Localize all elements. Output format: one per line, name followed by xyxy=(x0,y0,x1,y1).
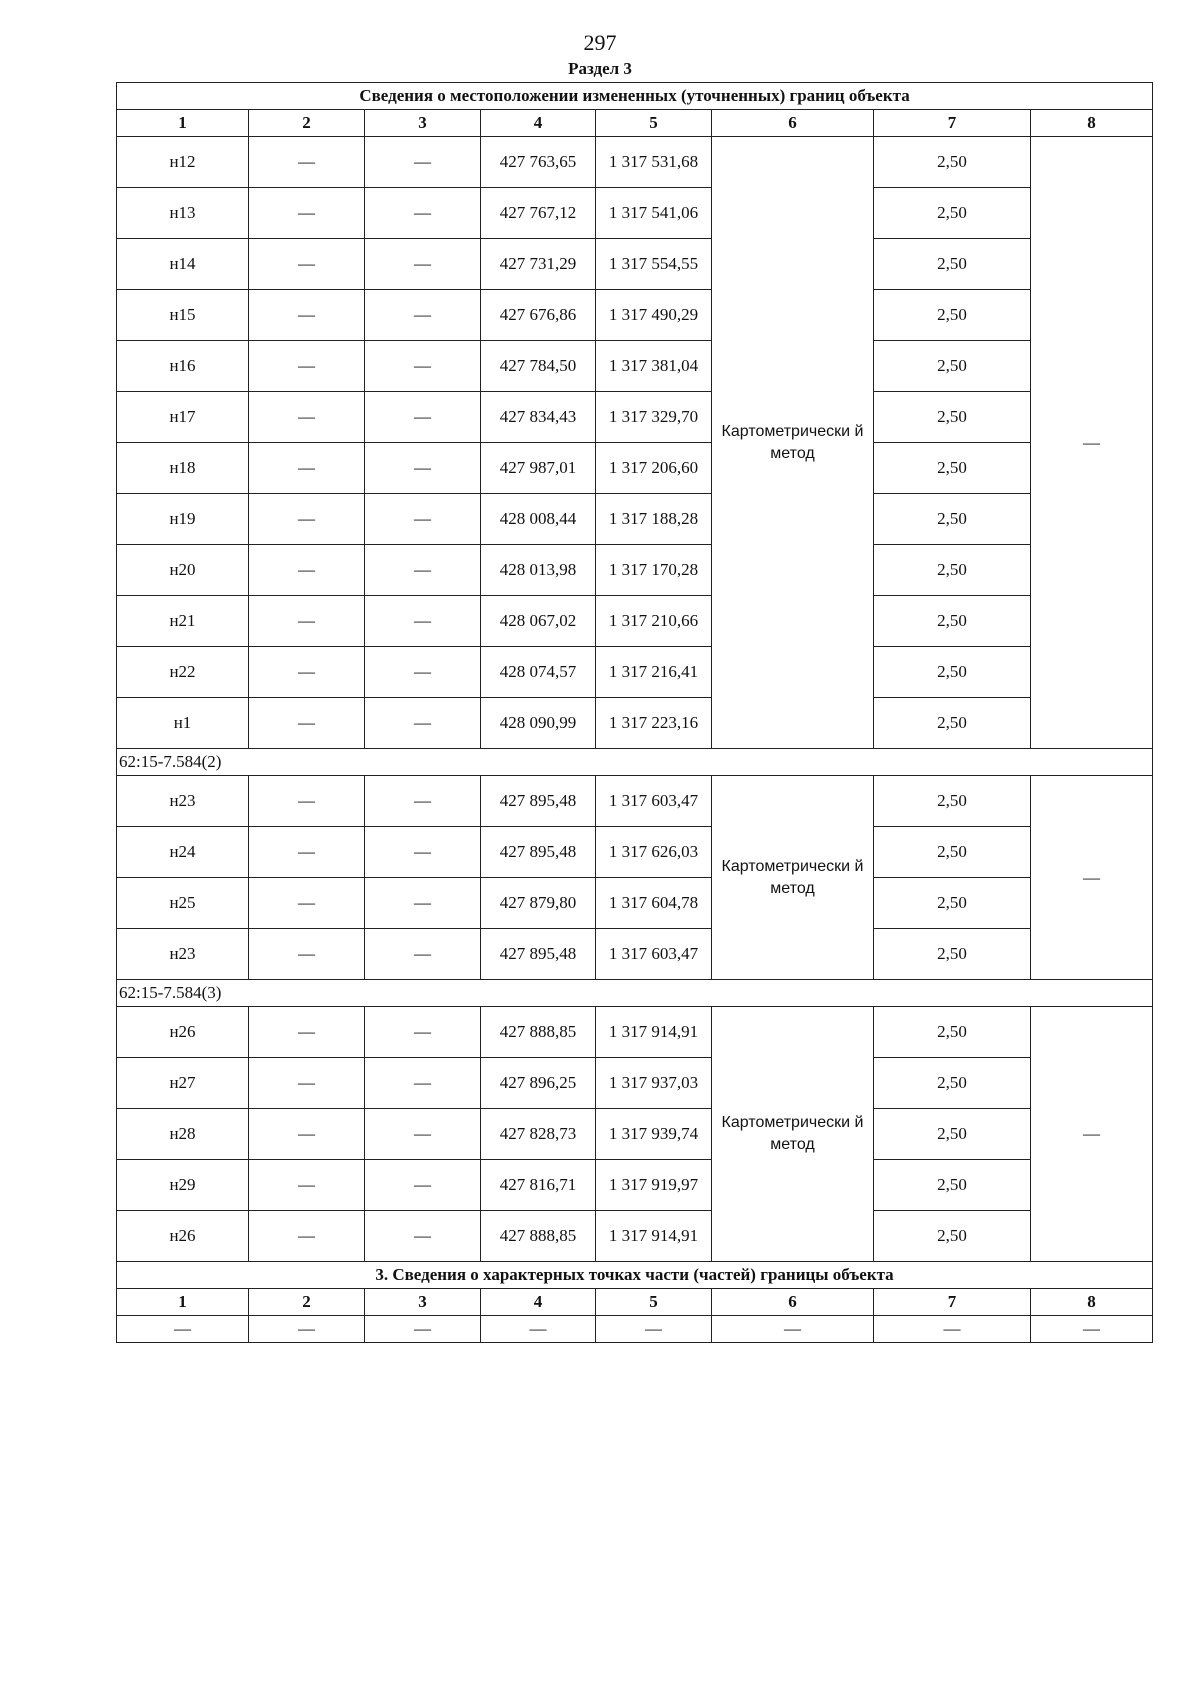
point-name: н15 xyxy=(117,290,249,341)
dash-cell: — xyxy=(365,1058,481,1109)
coord-x: 427 987,01 xyxy=(481,443,596,494)
coord-y: 1 317 210,66 xyxy=(596,596,712,647)
accuracy: 2,50 xyxy=(874,1109,1031,1160)
column-header: 7 xyxy=(874,110,1031,137)
accuracy: 2,50 xyxy=(874,443,1031,494)
dash-cell: — xyxy=(249,827,365,878)
table-row xyxy=(117,1007,1153,1058)
part-section-row xyxy=(117,1316,1153,1343)
point-name: н16 xyxy=(117,341,249,392)
point-name: н27 xyxy=(117,1058,249,1109)
accuracy: 2,50 xyxy=(874,137,1031,188)
dash-cell: — xyxy=(365,545,481,596)
dash-cell: — xyxy=(365,494,481,545)
dash-cell: — xyxy=(249,698,365,749)
dash-cell: — xyxy=(249,1007,365,1058)
column-header: 2 xyxy=(249,1289,365,1316)
table-row xyxy=(117,392,1153,443)
point-name: н18 xyxy=(117,443,249,494)
coord-x: 427 895,48 xyxy=(481,929,596,980)
dash-cell: — xyxy=(249,1058,365,1109)
coord-x: 427 731,29 xyxy=(481,239,596,290)
dash-cell: — xyxy=(365,1160,481,1211)
coord-x: 428 090,99 xyxy=(481,698,596,749)
point-name: н23 xyxy=(117,929,249,980)
coord-x: 427 834,43 xyxy=(481,392,596,443)
dash-cell: — xyxy=(365,596,481,647)
column-header: 4 xyxy=(481,110,596,137)
point-name: н1 xyxy=(117,698,249,749)
coord-x: 427 676,86 xyxy=(481,290,596,341)
boundary-table xyxy=(116,82,1153,1343)
point-name: н29 xyxy=(117,1160,249,1211)
column-header: 4 xyxy=(481,1289,596,1316)
table-row xyxy=(117,776,1153,827)
part-section-title: 3. Сведения о характерных точках части (частей) границы объекта xyxy=(117,1262,1153,1289)
dash-cell: — xyxy=(249,137,365,188)
coord-y: 1 317 603,47 xyxy=(596,929,712,980)
dash-cell: — xyxy=(249,494,365,545)
coord-y: 1 317 603,47 xyxy=(596,776,712,827)
dash-cell: — xyxy=(365,1109,481,1160)
dash-cell: — xyxy=(249,1211,365,1262)
point-name: н17 xyxy=(117,392,249,443)
dash-cell: — xyxy=(249,929,365,980)
table-row xyxy=(117,290,1153,341)
dash-cell: — xyxy=(249,341,365,392)
group-label: 62:15-7.584(3) xyxy=(117,980,1153,1007)
column-header: 8 xyxy=(1031,110,1153,137)
accuracy: 2,50 xyxy=(874,1211,1031,1262)
dash-cell: — xyxy=(249,290,365,341)
coord-x: 427 895,48 xyxy=(481,827,596,878)
table-row xyxy=(117,878,1153,929)
coord-x: 428 013,98 xyxy=(481,545,596,596)
table-title-row xyxy=(117,83,1153,110)
coord-x: 427 816,71 xyxy=(481,1160,596,1211)
accuracy: 2,50 xyxy=(874,1007,1031,1058)
column-header: 5 xyxy=(596,110,712,137)
column-header: 1 xyxy=(117,1289,249,1316)
table-row xyxy=(117,929,1153,980)
coord-y: 1 317 626,03 xyxy=(596,827,712,878)
coord-x: 428 008,44 xyxy=(481,494,596,545)
point-name: н20 xyxy=(117,545,249,596)
coord-x: 427 879,80 xyxy=(481,878,596,929)
coord-x: 427 896,25 xyxy=(481,1058,596,1109)
group-label-row xyxy=(117,980,1153,1007)
coord-y: 1 317 937,03 xyxy=(596,1058,712,1109)
accuracy: 2,50 xyxy=(874,341,1031,392)
column-header: 3 xyxy=(365,1289,481,1316)
coord-x: 428 067,02 xyxy=(481,596,596,647)
table-row xyxy=(117,1211,1153,1262)
coord-y: 1 317 914,91 xyxy=(596,1007,712,1058)
dash-cell: — xyxy=(365,239,481,290)
point-name: н28 xyxy=(117,1109,249,1160)
coord-x: 428 074,57 xyxy=(481,647,596,698)
point-name: н23 xyxy=(117,776,249,827)
dash-cell: — xyxy=(596,1316,712,1343)
accuracy: 2,50 xyxy=(874,929,1031,980)
coord-y: 1 317 216,41 xyxy=(596,647,712,698)
dash-cell: — xyxy=(249,1160,365,1211)
dash-cell: — xyxy=(365,290,481,341)
dash-cell: — xyxy=(365,341,481,392)
table-row xyxy=(117,1058,1153,1109)
column-header: 5 xyxy=(596,1289,712,1316)
dash-cell: — xyxy=(249,1109,365,1160)
column-header: 2 xyxy=(249,110,365,137)
coord-x: 427 888,85 xyxy=(481,1007,596,1058)
coord-y: 1 317 188,28 xyxy=(596,494,712,545)
accuracy: 2,50 xyxy=(874,392,1031,443)
group-label: 62:15-7.584(2) xyxy=(117,749,1153,776)
coord-y: 1 317 381,04 xyxy=(596,341,712,392)
accuracy: 2,50 xyxy=(874,290,1031,341)
dash-cell: — xyxy=(249,188,365,239)
dash-cell: — xyxy=(481,1316,596,1343)
dash-cell: — xyxy=(365,392,481,443)
table-row xyxy=(117,596,1153,647)
coord-y: 1 317 939,74 xyxy=(596,1109,712,1160)
coord-y: 1 317 490,29 xyxy=(596,290,712,341)
dash-cell: — xyxy=(249,647,365,698)
point-name: н19 xyxy=(117,494,249,545)
table-row xyxy=(117,545,1153,596)
table-row xyxy=(117,827,1153,878)
coord-y: 1 317 329,70 xyxy=(596,392,712,443)
accuracy: 2,50 xyxy=(874,647,1031,698)
accuracy: 2,50 xyxy=(874,188,1031,239)
dash-cell: — xyxy=(712,1316,874,1343)
coord-x: 427 888,85 xyxy=(481,1211,596,1262)
point-name: н14 xyxy=(117,239,249,290)
point-name: н25 xyxy=(117,878,249,929)
dash-cell: — xyxy=(249,392,365,443)
coord-y: 1 317 919,97 xyxy=(596,1160,712,1211)
point-name: н26 xyxy=(117,1007,249,1058)
dash-cell: — xyxy=(365,443,481,494)
page-number: 297 xyxy=(583,30,617,55)
accuracy: 2,50 xyxy=(874,698,1031,749)
dash-cell: — xyxy=(1031,137,1153,749)
dash-cell: — xyxy=(249,1316,365,1343)
accuracy: 2,50 xyxy=(874,239,1031,290)
column-header: 6 xyxy=(712,1289,874,1316)
dash-cell: — xyxy=(365,827,481,878)
column-header-row xyxy=(117,110,1153,137)
table-row xyxy=(117,494,1153,545)
dash-cell: — xyxy=(365,776,481,827)
accuracy: 2,50 xyxy=(874,494,1031,545)
dash-cell: — xyxy=(249,878,365,929)
table-row xyxy=(117,647,1153,698)
table-row xyxy=(117,239,1153,290)
coord-y: 1 317 604,78 xyxy=(596,878,712,929)
dash-cell: — xyxy=(249,596,365,647)
dash-cell: — xyxy=(1031,776,1153,980)
point-name: н22 xyxy=(117,647,249,698)
point-name: н24 xyxy=(117,827,249,878)
coord-y: 1 317 914,91 xyxy=(596,1211,712,1262)
coord-y: 1 317 531,68 xyxy=(596,137,712,188)
dash-cell: — xyxy=(249,776,365,827)
coord-y: 1 317 541,06 xyxy=(596,188,712,239)
column-header: 6 xyxy=(712,110,874,137)
accuracy: 2,50 xyxy=(874,827,1031,878)
table-row xyxy=(117,443,1153,494)
table-row xyxy=(117,698,1153,749)
point-name: н12 xyxy=(117,137,249,188)
point-name: н21 xyxy=(117,596,249,647)
point-name: н26 xyxy=(117,1211,249,1262)
dash-cell: — xyxy=(249,443,365,494)
dash-cell: — xyxy=(874,1316,1031,1343)
table-title: Сведения о местоположении измененных (уточненных) границ объекта xyxy=(117,83,1153,110)
dash-cell: — xyxy=(365,137,481,188)
method-cell: Картометрически й метод xyxy=(712,137,874,749)
column-header: 3 xyxy=(365,110,481,137)
table-row xyxy=(117,137,1153,188)
dash-cell: — xyxy=(365,929,481,980)
dash-cell: — xyxy=(365,647,481,698)
column-header: 7 xyxy=(874,1289,1031,1316)
accuracy: 2,50 xyxy=(874,1058,1031,1109)
dash-cell: — xyxy=(1031,1316,1153,1343)
method-cell: Картометрически й метод xyxy=(712,776,874,980)
dash-cell: — xyxy=(365,1211,481,1262)
point-name: н13 xyxy=(117,188,249,239)
dash-cell: — xyxy=(249,545,365,596)
coord-y: 1 317 170,28 xyxy=(596,545,712,596)
table-row xyxy=(117,188,1153,239)
group-label-row xyxy=(117,749,1153,776)
dash-cell: — xyxy=(249,239,365,290)
accuracy: 2,50 xyxy=(874,776,1031,827)
accuracy: 2,50 xyxy=(874,1160,1031,1211)
part-section-title-row xyxy=(117,1262,1153,1289)
table-row xyxy=(117,341,1153,392)
accuracy: 2,50 xyxy=(874,545,1031,596)
dash-cell: — xyxy=(117,1316,249,1343)
coord-y: 1 317 554,55 xyxy=(596,239,712,290)
method-cell: Картометрически й метод xyxy=(712,1007,874,1262)
coord-x: 427 828,73 xyxy=(481,1109,596,1160)
column-header: 1 xyxy=(117,110,249,137)
dash-cell: — xyxy=(365,188,481,239)
coord-x: 427 767,12 xyxy=(481,188,596,239)
accuracy: 2,50 xyxy=(874,596,1031,647)
coord-y: 1 317 206,60 xyxy=(596,443,712,494)
table-row xyxy=(117,1160,1153,1211)
table-row xyxy=(117,1109,1153,1160)
column-header: 8 xyxy=(1031,1289,1153,1316)
dash-cell: — xyxy=(365,1316,481,1343)
dash-cell: — xyxy=(365,1007,481,1058)
accuracy: 2,50 xyxy=(874,878,1031,929)
coord-x: 427 763,65 xyxy=(481,137,596,188)
section-title: Раздел 3 xyxy=(568,59,632,78)
coord-x: 427 895,48 xyxy=(481,776,596,827)
coord-y: 1 317 223,16 xyxy=(596,698,712,749)
part-section-header-row xyxy=(117,1289,1153,1316)
dash-cell: — xyxy=(365,878,481,929)
dash-cell: — xyxy=(1031,1007,1153,1262)
coord-x: 427 784,50 xyxy=(481,341,596,392)
dash-cell: — xyxy=(365,698,481,749)
